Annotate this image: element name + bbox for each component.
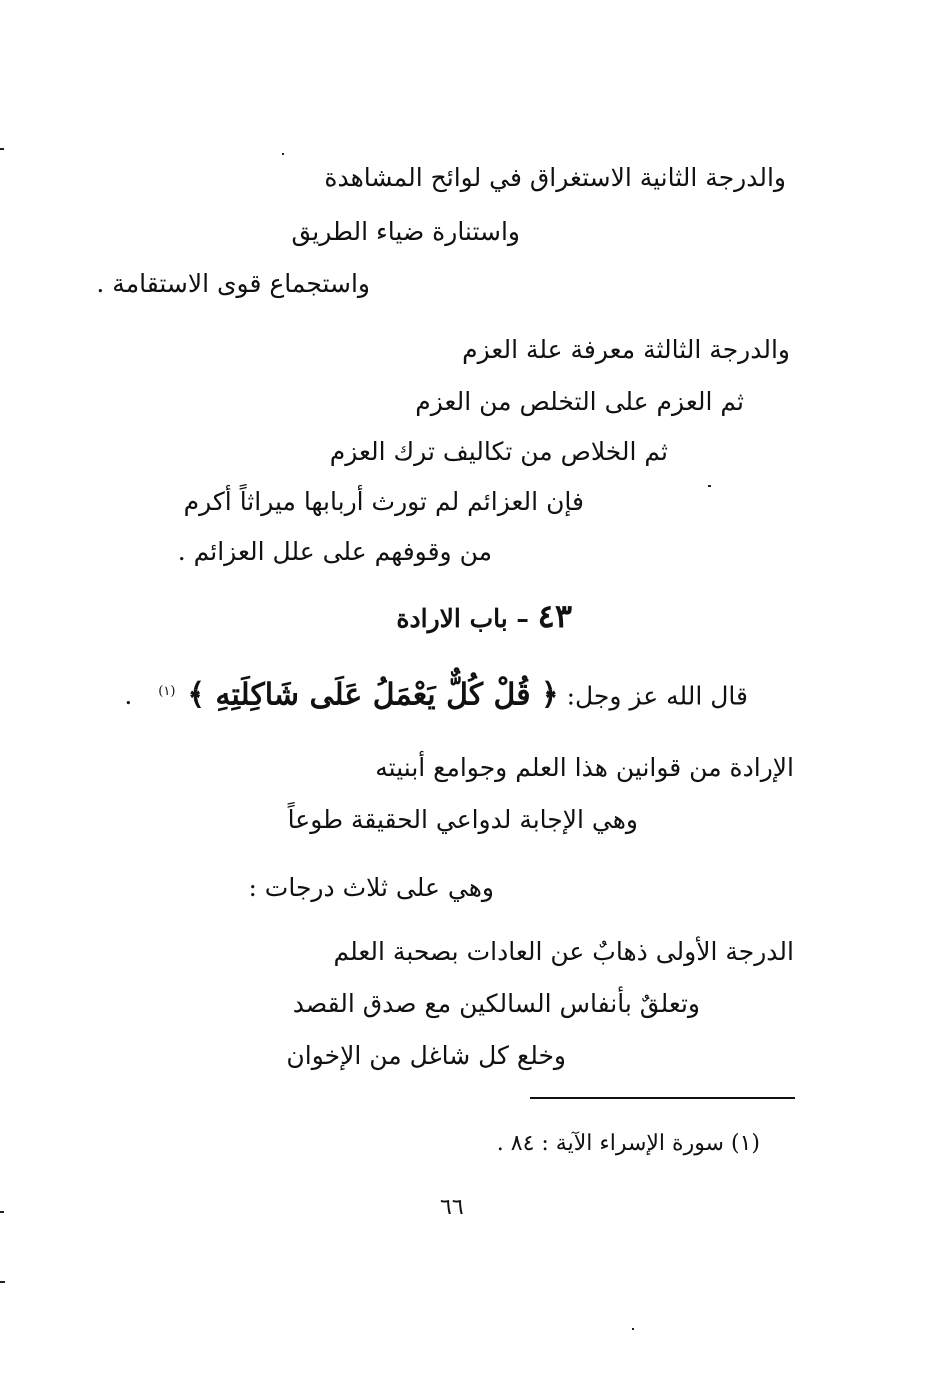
- scan-speck: [632, 1328, 634, 1330]
- scan-speck: [0, 1211, 4, 1213]
- text-line: الدرجة الأولى ذهابٌ عن العادات بصحبة العلم: [333, 937, 794, 966]
- text-line: فإن العزائم لم تورث أربابها ميراثاً أكرم: [183, 487, 584, 516]
- quran-verse: ﴿ قُلْ كُلٌّ يَعْمَلُ عَلَى شَاكِلَتِهِ ﴾: [187, 677, 559, 713]
- footnote-divider: [530, 1097, 795, 1099]
- text-line: ثم الخلاص من تكاليف ترك العزم: [329, 437, 668, 466]
- text-line: والدرجة الثانية الاستغراق في لوائح المشاهدة: [324, 163, 786, 192]
- scan-speck: [282, 153, 284, 155]
- text-line: واستجماع قوى الاستقامة .: [96, 269, 370, 298]
- footnote: (١) سورة الإسراء الآية : ٨٤ .: [496, 1131, 760, 1156]
- scan-speck: [0, 148, 4, 150]
- text-line: ثم العزم على التخلص من العزم: [415, 387, 744, 416]
- section-title: – باب الارادة: [396, 604, 529, 633]
- section-heading: [396, 596, 572, 639]
- text-line: الإرادة من قوانين هذا العلم وجوامع أبنيته: [375, 753, 794, 782]
- text-line: وتعلقٌ بأنفاس السالكين مع صدق القصد: [292, 989, 700, 1018]
- quote-intro: قال الله عز وجل:: [566, 681, 748, 711]
- page-number: ٦٦: [440, 1195, 464, 1220]
- text-line: وهي على ثلاث درجات :: [248, 873, 494, 902]
- quote-end: .: [124, 681, 133, 711]
- scan-speck: [708, 485, 711, 487]
- text-line: وهي الإجابة لدواعي الحقيقة طوعاً: [287, 805, 638, 834]
- text-line: والدرجة الثالثة معرفة علة العزم: [462, 335, 790, 364]
- quote-line: [124, 672, 748, 716]
- text-line: وخلع كل شاغل من الإخوان: [286, 1041, 566, 1070]
- text-line: واستنارة ضياء الطريق: [291, 217, 520, 246]
- footnote-reference: (١): [158, 684, 176, 699]
- text-line: من وقوفهم على علل العزائم .: [177, 537, 492, 566]
- section-number: ٤٣: [537, 597, 572, 635]
- scan-speck: [0, 1281, 5, 1283]
